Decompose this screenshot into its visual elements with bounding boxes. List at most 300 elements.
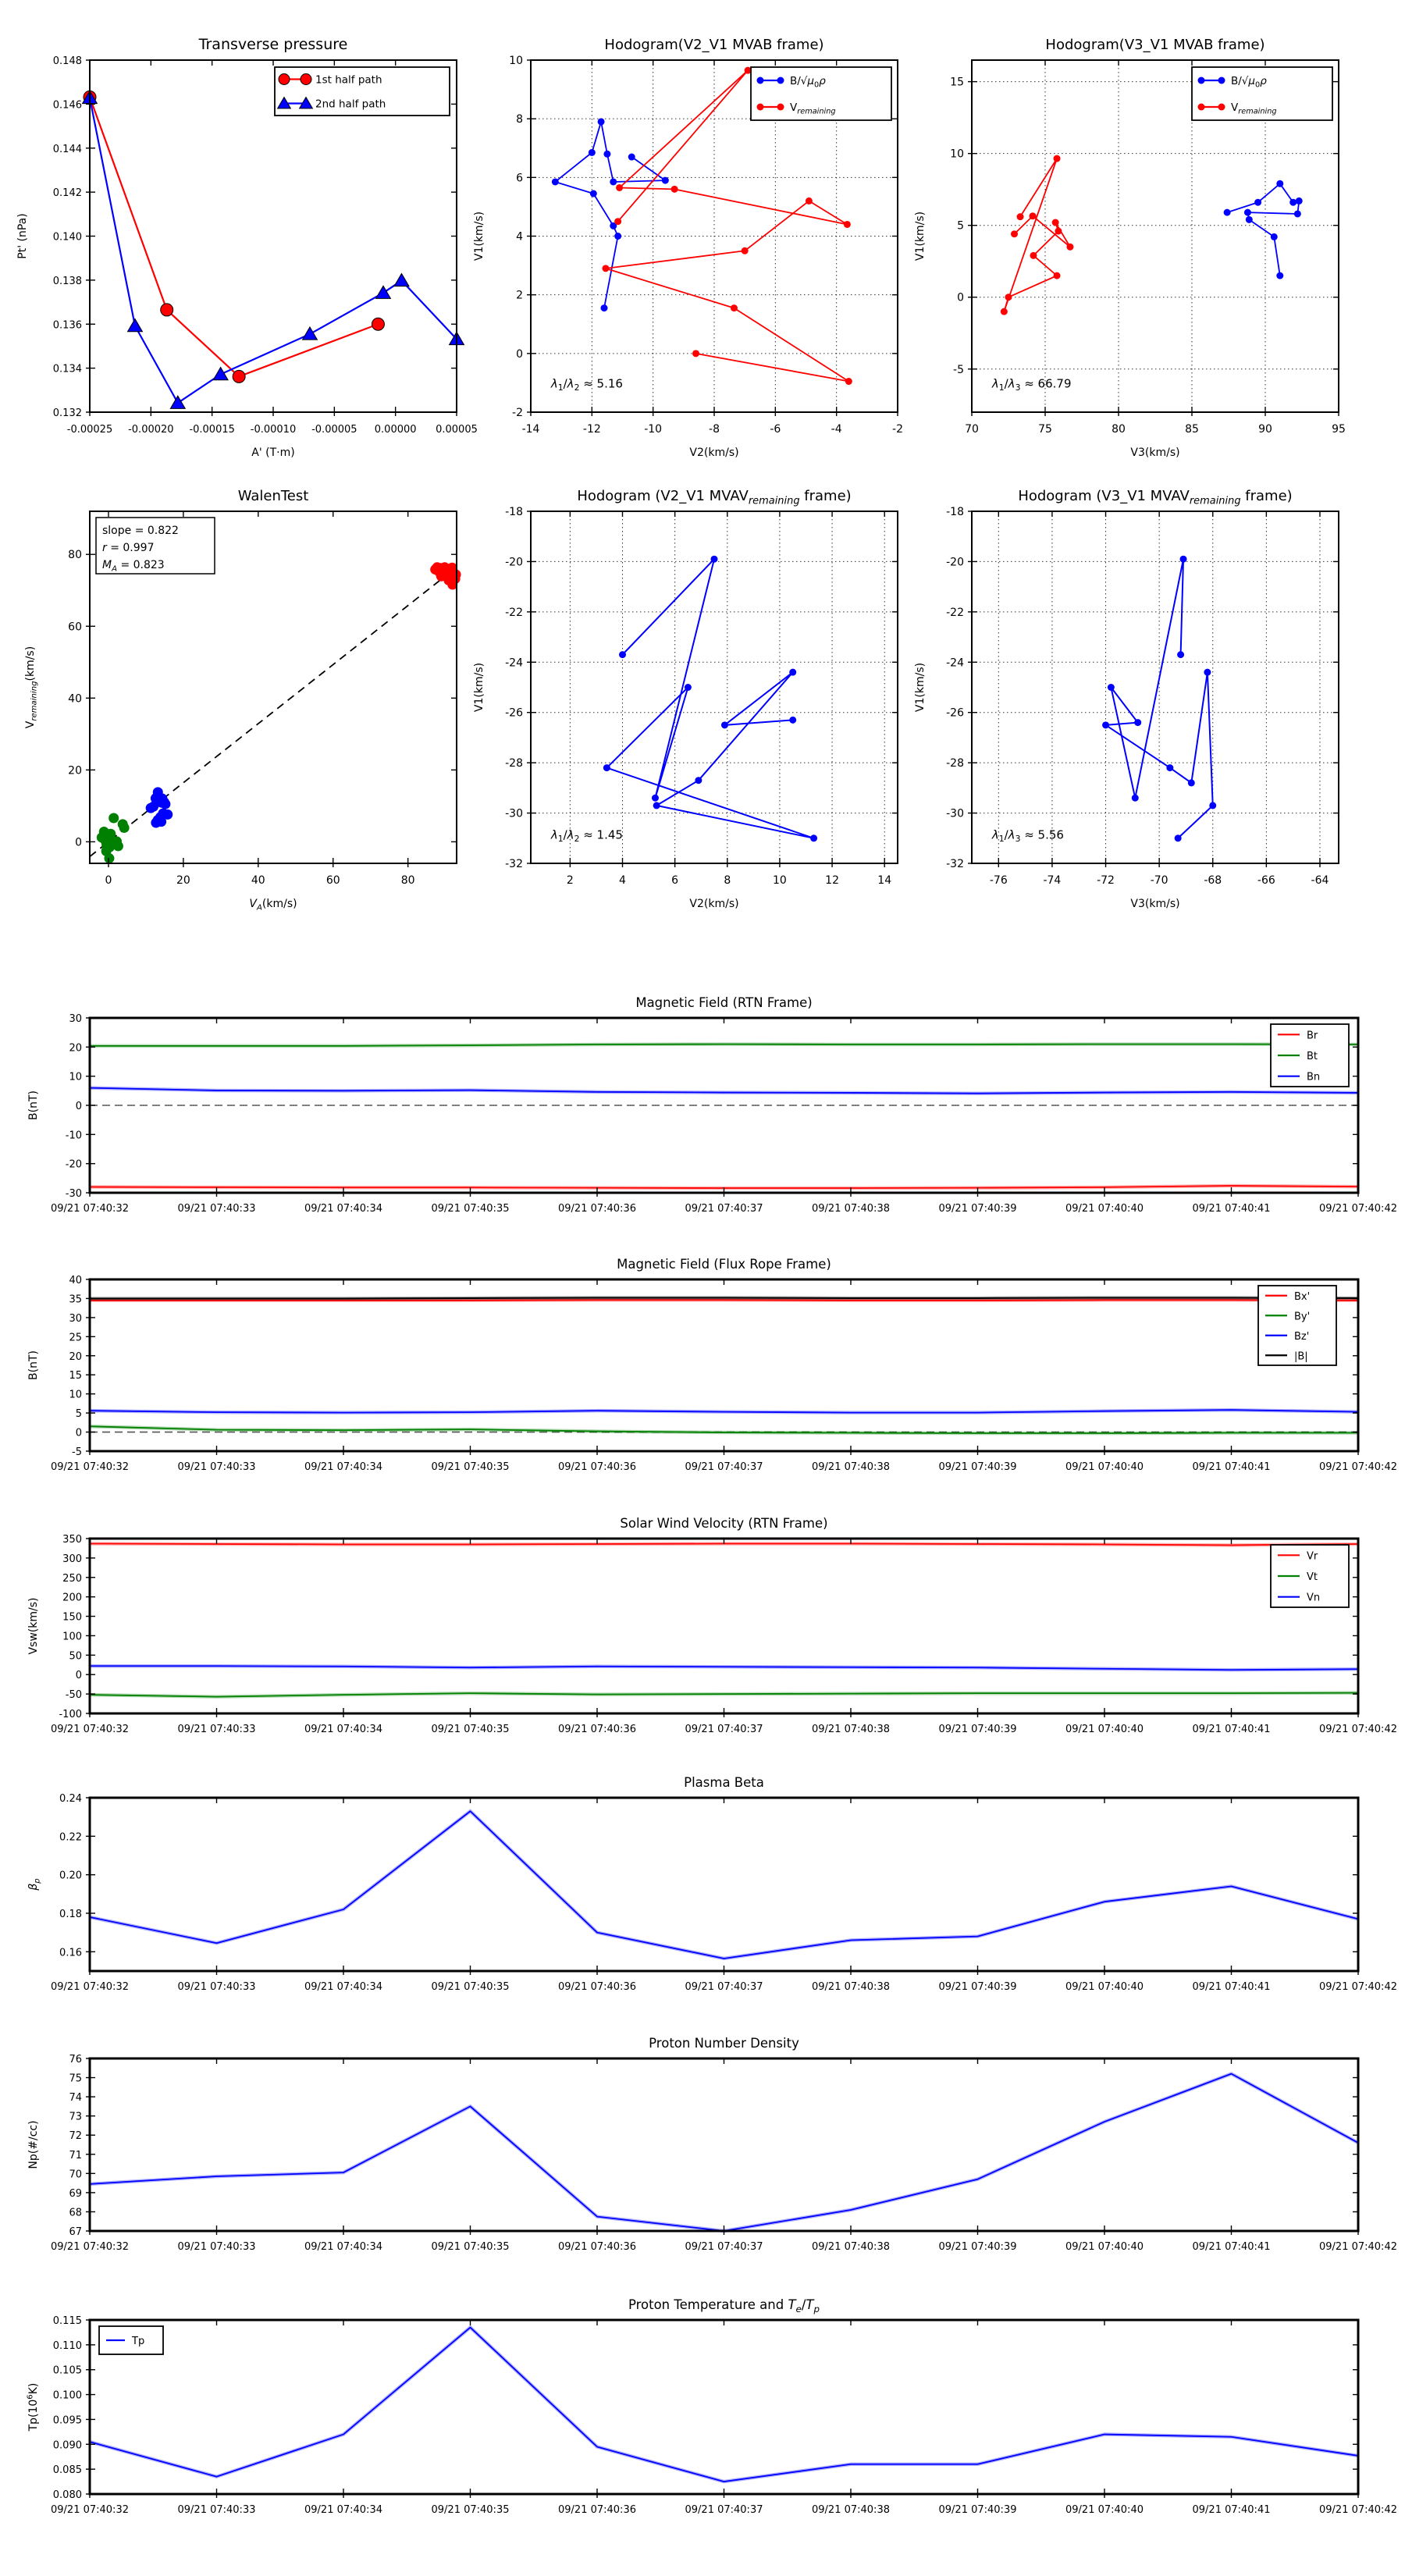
data-point-marker	[692, 350, 699, 357]
x-axis-label: V3(km/s)	[1130, 898, 1180, 910]
chart-title: Solar Wind Velocity (RTN Frame)	[620, 1516, 828, 1531]
legend-label: $B/√\mu_0\rho$	[790, 75, 826, 90]
triangle-marker	[213, 368, 228, 380]
data-point-marker	[601, 304, 608, 311]
y-tick-label: -28	[505, 757, 523, 770]
y-tick-label: 40	[69, 1275, 82, 1286]
x-tick-label: 09/21 07:40:35	[431, 2241, 510, 2253]
chart-title: Plasma Beta	[684, 1775, 764, 1790]
data-point-marker	[731, 304, 738, 311]
data-point-marker	[1166, 764, 1173, 771]
x-tick-label: 09/21 07:40:34	[304, 2241, 382, 2253]
series-vn	[90, 1666, 1358, 1670]
data-point-marker	[742, 247, 749, 254]
x-tick-label: 80	[1112, 423, 1126, 436]
x-axis-label: A' (T·m)	[251, 447, 295, 459]
y-tick-label: 20	[69, 1042, 82, 1055]
series-v-remaining	[1001, 155, 1074, 315]
data-point-marker	[1218, 77, 1225, 84]
data-point-marker	[1054, 272, 1061, 279]
x-tick-label: -0.00015	[189, 424, 235, 436]
chart-title: Hodogram (V2_V1 $MVAV_{remaining}$ frame)	[577, 488, 852, 507]
x-tick-label: 09/21 07:40:34	[304, 1981, 382, 1993]
triangle-marker	[128, 319, 143, 332]
y-axis-label: $Tp(10^6K)$	[26, 2382, 40, 2432]
y-tick-label: -5	[72, 1446, 82, 1458]
stats-box-line: slope = 0.822	[102, 525, 179, 537]
chart-title: Magnetic Field (Flux Rope Frame)	[617, 1257, 831, 1272]
x-tick-label: 09/21 07:40:32	[51, 1724, 129, 1735]
x-tick-label: -12	[582, 423, 601, 436]
data-point-marker	[1209, 802, 1216, 809]
y-tick-label: 72	[69, 2130, 82, 2143]
data-point-marker	[757, 104, 764, 111]
legend	[1271, 1545, 1349, 1607]
series-halo	[90, 2328, 1358, 2482]
stats-box-line: r = 0.997	[102, 542, 155, 554]
y-tick-label: 75	[69, 2073, 82, 2085]
y-tick-label: 200	[62, 1592, 82, 1604]
chart-magnetic-field-fluxrope	[27, 1257, 1397, 1473]
y-axis-label: Np(#/cc)	[27, 2120, 40, 2169]
chart-proton-number-density	[27, 2036, 1397, 2253]
data-point-marker	[757, 77, 764, 84]
y-tick-label: 80	[68, 549, 82, 562]
series-v-remaining-path	[1102, 556, 1216, 842]
x-tick-label: 80	[400, 874, 415, 887]
y-tick-label: -5	[953, 363, 964, 376]
y-axis-label: V1(km/s)	[473, 662, 486, 713]
x-tick-label: 09/21 07:40:36	[558, 1724, 636, 1735]
x-tick-label: 09/21 07:40:39	[938, 1203, 1017, 1215]
legend	[1271, 1024, 1349, 1087]
data-point-marker	[1175, 834, 1182, 841]
y-tick-label: 0.18	[59, 1909, 82, 1920]
x-tick-label: 09/21 07:40:35	[431, 1461, 510, 1473]
x-tick-label: 40	[251, 874, 265, 887]
x-tick-label: 09/21 07:40:32	[51, 2504, 129, 2516]
x-tick-label: -70	[1150, 874, 1168, 887]
x-tick-label: 09/21 07:40:33	[177, 2504, 256, 2516]
x-tick-label: 09/21 07:40:34	[304, 1724, 382, 1735]
data-point-marker	[711, 556, 718, 563]
x-tick-label: 09/21 07:40:40	[1065, 1203, 1144, 1215]
series-line	[90, 97, 378, 376]
chart-magnetic-field-rtn	[27, 995, 1397, 1215]
x-tick-label: 09/21 07:40:35	[431, 2504, 510, 2516]
y-tick-label: 67	[69, 2226, 82, 2238]
data-point-marker	[552, 178, 559, 185]
data-point-marker	[662, 177, 669, 184]
series-fit-line	[90, 568, 457, 857]
x-tick-label: 75	[1038, 423, 1052, 436]
legend-label: Vr	[1307, 1550, 1318, 1563]
x-tick-label: 95	[1332, 423, 1346, 436]
data-point-marker	[1102, 721, 1109, 728]
data-point-marker	[436, 571, 446, 582]
data-point-marker	[628, 154, 635, 161]
x-tick-label: -14	[521, 423, 540, 436]
x-tick-label: 09/21 07:40:36	[558, 1461, 636, 1473]
legend	[99, 2326, 163, 2354]
axes-frame	[90, 2058, 1358, 2231]
x-tick-label: 09/21 07:40:36	[558, 1981, 636, 1993]
y-tick-label: 0.095	[52, 2414, 82, 2427]
chart-walen-test	[24, 488, 461, 913]
data-point-marker	[1011, 230, 1018, 237]
x-tick-label: -64	[1311, 874, 1329, 887]
data-point-marker	[653, 802, 660, 809]
x-tick-label: 09/21 07:40:33	[177, 1981, 256, 1993]
y-tick-label: 0	[75, 1670, 82, 1682]
legend-label: Vt	[1307, 1571, 1318, 1583]
x-axis-label: $V_A(km/s)$	[249, 898, 297, 913]
x-tick-label: -0.00005	[311, 424, 357, 436]
x-tick-label: -2	[892, 423, 903, 436]
x-tick-label: 09/21 07:40:33	[177, 1724, 256, 1735]
stats-box-line: $M_A = 0.823$	[102, 559, 165, 574]
x-tick-label: 09/21 07:40:40	[1065, 1724, 1144, 1735]
y-tick-label: 69	[69, 2187, 82, 2200]
y-tick-label: 71	[69, 2149, 82, 2161]
data-point-marker	[806, 197, 813, 205]
data-point-marker	[1108, 684, 1115, 691]
x-tick-label: 09/21 07:40:38	[812, 2241, 890, 2253]
data-point-marker	[614, 233, 621, 240]
data-point-marker	[1134, 719, 1141, 726]
data-point-marker	[1296, 197, 1303, 205]
legend-label: |B|	[1294, 1350, 1308, 1363]
data-point-marker	[113, 841, 123, 851]
y-tick-label: 15	[69, 1370, 82, 1382]
x-tick-label: -76	[989, 874, 1008, 887]
x-tick-label: -6	[770, 423, 781, 436]
data-point-marker	[619, 651, 626, 658]
chart-hodogram-v2v1-mvav	[473, 488, 898, 910]
data-point-marker	[160, 799, 170, 809]
x-tick-label: 09/21 07:40:40	[1065, 2241, 1144, 2253]
y-tick-label: 20	[68, 764, 82, 777]
data-point-marker	[108, 813, 119, 824]
y-axis-label: V1(km/s)	[473, 211, 486, 262]
x-tick-label: 70	[965, 423, 979, 436]
x-tick-label: 09/21 07:40:35	[431, 1203, 510, 1215]
triangle-marker	[376, 286, 391, 298]
x-tick-label: 12	[825, 874, 839, 887]
x-tick-label: 09/21 07:40:32	[51, 1203, 129, 1215]
data-point-marker	[1188, 779, 1195, 786]
data-point-marker	[1005, 294, 1012, 301]
x-tick-label: 09/21 07:40:42	[1319, 1981, 1397, 1993]
x-tick-label: 85	[1185, 423, 1199, 436]
x-tick-label: -10	[644, 423, 663, 436]
x-tick-label: 09/21 07:40:42	[1319, 1724, 1397, 1735]
series-first-half-path	[84, 91, 384, 382]
chart-title: Hodogram(V2_V1 MVAB frame)	[604, 37, 824, 53]
data-point-marker	[1198, 104, 1205, 111]
legend	[1258, 1286, 1336, 1365]
x-tick-label: 09/21 07:40:32	[51, 1461, 129, 1473]
x-tick-label: 09/21 07:40:33	[177, 1203, 256, 1215]
data-point-marker	[1254, 199, 1261, 206]
triangle-marker	[303, 327, 318, 340]
data-point-marker	[603, 764, 610, 771]
legend-label: $V_{remaining}$	[790, 101, 836, 116]
data-point-marker	[844, 221, 851, 228]
data-point-marker	[1066, 244, 1073, 251]
y-tick-label: -18	[946, 506, 964, 518]
data-point-marker	[589, 149, 596, 156]
x-tick-label: 09/21 07:40:41	[1192, 2504, 1271, 2516]
x-tick-label: 09/21 07:40:36	[558, 2241, 636, 2253]
eigenvalue-ratio-annotation: $\lambda_1/\lambda_2 \approx 5.16$	[550, 376, 623, 393]
y-tick-label: 40	[68, 692, 82, 706]
y-axis-label: Pt' (nPa)	[16, 213, 29, 259]
x-tick-label: 09/21 07:40:41	[1192, 1981, 1271, 1993]
x-tick-label: 09/21 07:40:37	[685, 1981, 763, 1993]
data-point-marker	[1030, 252, 1037, 259]
x-tick-label: 09/21 07:40:41	[1192, 1724, 1271, 1735]
y-tick-label: 0.138	[52, 275, 82, 287]
x-tick-label: 09/21 07:40:39	[938, 1981, 1017, 1993]
axes-frame	[90, 2320, 1358, 2494]
series-line	[1227, 183, 1299, 276]
data-point-marker	[685, 684, 692, 691]
data-point-marker	[156, 817, 166, 827]
x-tick-label: -72	[1097, 874, 1115, 887]
x-tick-label: 09/21 07:40:38	[812, 1981, 890, 1993]
series-np	[90, 2074, 1358, 2231]
y-tick-label: -20	[946, 556, 964, 569]
series-cluster-blue	[146, 787, 173, 827]
y-tick-label: -30	[946, 807, 964, 820]
y-tick-label: -32	[505, 858, 523, 870]
chart-proton-temperature	[27, 2297, 1397, 2516]
data-point-marker	[1052, 219, 1059, 226]
y-tick-label: 0	[75, 1427, 82, 1439]
legend-label: $B/√\mu_0\rho$	[1231, 75, 1267, 90]
legend-label: Br	[1307, 1030, 1318, 1042]
circle-marker	[161, 304, 173, 316]
series-cluster-green	[97, 813, 130, 864]
data-point-marker	[1180, 556, 1187, 563]
data-point-marker	[1218, 104, 1225, 111]
y-tick-label: 30	[69, 1312, 82, 1325]
data-point-marker	[616, 184, 623, 191]
data-point-marker	[119, 823, 130, 833]
x-tick-label: 09/21 07:40:42	[1319, 2504, 1397, 2516]
y-tick-label: -50	[65, 1689, 82, 1702]
y-tick-label: 10	[69, 1071, 82, 1083]
y-tick-label: 0.24	[59, 1793, 82, 1805]
chart-title: Magnetic Field (RTN Frame)	[635, 995, 813, 1010]
y-tick-label: 0.136	[52, 319, 82, 332]
x-tick-label: -0.00025	[66, 424, 113, 436]
x-axis-label: V3(km/s)	[1130, 447, 1180, 459]
series-alfven-velocity	[1224, 180, 1303, 279]
y-tick-label: -22	[946, 606, 964, 619]
series-b-magnitude	[90, 1297, 1358, 1298]
y-tick-label: 5	[957, 219, 964, 233]
x-axis-label: V2(km/s)	[689, 898, 739, 910]
axes-frame	[90, 1279, 1358, 1451]
x-tick-label: -4	[831, 423, 842, 436]
x-tick-label: 09/21 07:40:40	[1065, 1461, 1144, 1473]
y-tick-label: -24	[946, 656, 964, 670]
data-point-marker	[614, 218, 621, 225]
data-point-marker	[789, 717, 796, 724]
series-beta-p	[90, 1811, 1358, 1959]
eigenvalue-ratio-annotation: $\lambda_1/\lambda_3 \approx 66.79$	[991, 376, 1072, 393]
x-tick-label: -74	[1043, 874, 1062, 887]
series-tp	[90, 2328, 1358, 2482]
y-axis-label: Vsw(km/s)	[27, 1597, 40, 1655]
y-tick-label: 6	[516, 172, 523, 185]
data-point-marker	[1054, 155, 1061, 162]
y-tick-label: 0	[957, 291, 964, 304]
y-tick-label: 8	[516, 113, 523, 126]
x-tick-label: 09/21 07:40:33	[177, 1461, 256, 1473]
x-tick-label: 09/21 07:40:37	[685, 1203, 763, 1215]
chart-transverse-pressure	[16, 36, 478, 459]
y-tick-label: 10	[509, 55, 523, 67]
y-tick-label: 0.085	[52, 2464, 82, 2477]
series-line	[90, 568, 457, 857]
y-axis-label: V1(km/s)	[914, 662, 927, 713]
y-axis-label: $V_{remaining}(km/s)$	[24, 646, 39, 729]
x-tick-label: 4	[619, 874, 626, 887]
y-tick-label: 4	[516, 230, 523, 244]
axes-frame	[531, 511, 898, 863]
x-tick-label: 60	[325, 874, 340, 887]
x-tick-label: 09/21 07:40:42	[1319, 1461, 1397, 1473]
legend-label: Tp	[132, 2336, 145, 2347]
x-tick-label: 09/21 07:40:34	[304, 2504, 382, 2516]
data-point-marker	[1017, 213, 1024, 220]
x-tick-label: 6	[671, 874, 679, 887]
x-tick-label: 09/21 07:40:35	[431, 1981, 510, 1993]
x-tick-label: -0.00020	[128, 424, 174, 436]
y-tick-label: 0.20	[59, 1870, 82, 1882]
x-tick-label: 09/21 07:40:40	[1065, 1981, 1144, 1993]
y-tick-label: 0.090	[52, 2439, 82, 2452]
y-tick-label: 50	[69, 1650, 82, 1663]
x-tick-label: 09/21 07:40:33	[177, 2241, 256, 2253]
data-point-marker	[777, 77, 784, 84]
data-point-marker	[1294, 210, 1301, 217]
chart-title: Proton Number Density	[649, 2036, 799, 2051]
data-point-marker	[777, 104, 784, 111]
y-tick-label: -18	[505, 506, 523, 518]
eigenvalue-ratio-annotation: $\lambda_1/\lambda_3 \approx 5.56$	[991, 827, 1064, 845]
y-tick-label: 350	[62, 1534, 82, 1546]
x-tick-label: -8	[709, 423, 720, 436]
legend	[751, 67, 891, 120]
y-tick-label: 0.142	[52, 187, 82, 200]
series-line	[606, 559, 813, 838]
x-tick-label: 10	[773, 874, 787, 887]
x-tick-label: 14	[877, 874, 892, 887]
x-tick-label: 09/21 07:40:41	[1192, 2241, 1271, 2253]
x-tick-label: 09/21 07:40:38	[812, 1203, 890, 1215]
series-bz-prime	[90, 1410, 1358, 1412]
y-tick-label: 0.115	[52, 2315, 82, 2327]
y-tick-label: 250	[62, 1572, 82, 1585]
x-tick-label: 09/21 07:40:34	[304, 1461, 382, 1473]
y-tick-label: 0.080	[52, 2489, 82, 2501]
series-line	[90, 2074, 1358, 2231]
x-tick-label: -68	[1204, 874, 1222, 887]
data-point-marker	[1204, 669, 1211, 676]
x-tick-label: 09/21 07:40:32	[51, 2241, 129, 2253]
y-tick-label: 100	[62, 1631, 82, 1643]
data-point-marker	[695, 777, 702, 784]
y-tick-label: 300	[62, 1553, 82, 1565]
x-tick-label: 09/21 07:40:36	[558, 1203, 636, 1215]
y-tick-label: 20	[69, 1350, 82, 1363]
data-point-marker	[671, 186, 678, 193]
y-axis-label: $\beta_p$	[27, 1878, 42, 1891]
x-tick-label: 09/21 07:40:39	[938, 2241, 1017, 2253]
x-tick-label: 09/21 07:40:38	[812, 2504, 890, 2516]
data-point-marker	[1001, 308, 1008, 315]
x-tick-label: 90	[1258, 423, 1272, 436]
x-tick-label: 2	[566, 874, 574, 887]
legend-label: Bz'	[1294, 1330, 1310, 1343]
x-tick-label: 09/21 07:40:41	[1192, 1461, 1271, 1473]
x-tick-label: 09/21 07:40:35	[431, 1724, 510, 1735]
y-tick-label: 76	[69, 2054, 82, 2065]
y-axis-label: B(nT)	[27, 1350, 40, 1380]
chart-title: Transverse pressure	[198, 36, 348, 53]
y-tick-label: 74	[69, 2092, 82, 2105]
x-tick-label: 8	[724, 874, 731, 887]
y-tick-label: 0	[75, 836, 82, 849]
y-tick-label: 35	[69, 1293, 82, 1306]
data-point-marker	[1246, 216, 1253, 223]
legend-label: Bx'	[1294, 1290, 1311, 1303]
data-point-marker	[789, 669, 796, 676]
chart-hodogram-v2v1-mvab	[473, 37, 903, 459]
y-tick-label: 0.100	[52, 2389, 82, 2402]
series-vt	[90, 1693, 1358, 1697]
data-point-marker	[101, 846, 112, 856]
legend	[1192, 67, 1332, 120]
legend-label: 1st half path	[315, 73, 382, 87]
legend	[275, 67, 450, 116]
chart-title: Hodogram(V3_V1 MVAB frame)	[1045, 37, 1265, 53]
x-tick-label: 09/21 07:40:37	[685, 1724, 763, 1735]
axes-frame	[90, 1539, 1358, 1713]
circle-marker	[372, 318, 384, 330]
y-tick-label: 0.134	[52, 363, 82, 375]
x-tick-label: 20	[176, 874, 190, 887]
y-tick-label: 10	[950, 148, 964, 161]
chart-title: WalenTest	[237, 488, 309, 504]
chart-title: Proton Temperature and $T_e/T_p$	[628, 2297, 820, 2315]
chart-hodogram-v3v1-mvav	[914, 488, 1339, 910]
y-tick-label: -2	[512, 407, 523, 419]
triangle-marker	[394, 273, 409, 286]
series-line	[90, 1811, 1358, 1959]
circle-marker	[301, 74, 311, 85]
data-point-marker	[1224, 209, 1231, 216]
x-tick-label: 09/21 07:40:39	[938, 2504, 1017, 2516]
x-tick-label: 0	[105, 874, 112, 887]
x-tick-label: 09/21 07:40:40	[1065, 2504, 1144, 2516]
y-tick-label: 0.105	[52, 2364, 82, 2377]
series-bn	[90, 1088, 1358, 1094]
